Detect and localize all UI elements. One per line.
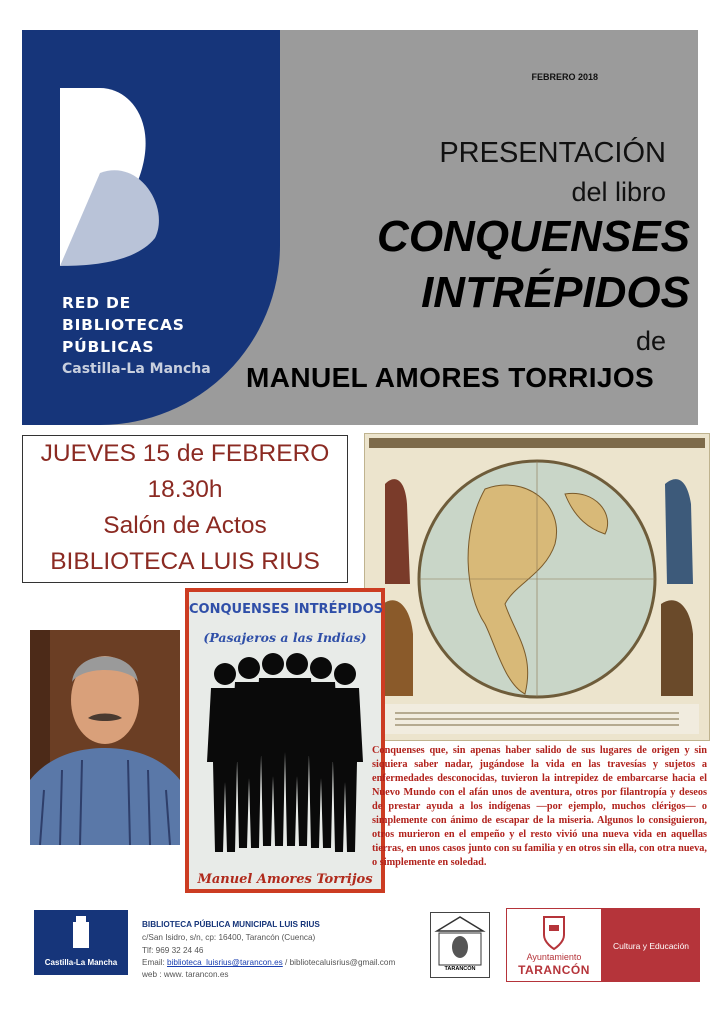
book-cover	[185, 588, 385, 893]
event-day: JUEVES 15 de FEBRERO	[40, 440, 330, 467]
library-web: web : www. tarancon.es	[142, 970, 229, 979]
castilla-la-mancha-label: Castilla-La Mancha	[44, 958, 118, 967]
library-name: BIBLIOTECA PÚBLICA MUNICIPAL LUIS RIUS	[142, 920, 320, 929]
de-text: de	[635, 326, 666, 356]
library-email-link[interactable]: biblioteca_luisrius@tarancon.es	[167, 958, 283, 967]
seal-label: TARANCÓN	[444, 966, 476, 972]
book-cover-author: Manuel Amores Torrijos	[197, 872, 373, 887]
logo-text-line1: RED DE	[62, 294, 132, 312]
coat-of-arms-icon	[34, 910, 128, 958]
book-cover-subtitle: (Pasajeros a las Indias)	[203, 630, 367, 645]
ayuntamiento-label: Ayuntamiento	[526, 952, 582, 962]
old-world-map-image	[364, 433, 710, 741]
email-secondary: / bibliotecaluisrius@gmail.com	[282, 958, 396, 967]
book-title-line2: INTRÉPIDOS	[421, 268, 690, 317]
author-name: MANUEL AMORES TORRIJOS	[246, 362, 655, 393]
tarancon-label: TARANCÓN	[518, 963, 590, 977]
event-info-box	[22, 435, 348, 583]
library-email-line	[142, 958, 395, 967]
poster-date: FEBRERO 2018	[531, 72, 598, 82]
author-photo	[30, 630, 180, 845]
event-room: Salón de Actos	[103, 512, 267, 539]
logo-text-line2: BIBLIOTECAS	[62, 316, 185, 334]
email-prefix: Email:	[142, 958, 168, 967]
tarancon-shield-icon	[507, 909, 601, 953]
library-phone: Tlf: 969 32 24 46	[142, 946, 204, 955]
presentation-heading: PRESENTACIÓN	[439, 137, 666, 169]
library-address: c/San Isidro, s/n, cp: 16400, Tarancón (Cuenca)	[142, 933, 316, 942]
book-cover-title: CONQUENSES INTRÉPIDOS	[189, 602, 384, 617]
logo-text-line3: PÚBLICAS	[62, 338, 155, 356]
silhouettes-image	[197, 652, 373, 862]
del-libro-text: del libro	[571, 177, 666, 207]
logo-text-region: Castilla-La Mancha	[62, 361, 211, 377]
library-logo-icon	[60, 88, 170, 268]
event-time: 18.30h	[147, 476, 223, 503]
culture-label: Cultura y Educación	[612, 941, 690, 951]
book-description: Conquenses que, sin apenas haber salido de sus lugares de origen y sin siquiera saber nadar, jugándose la vida en las travesías y sujetos a enfermedades desconocidas, tuvieron la intrepidez de embarcarse hacia el Nuevo Mundo con el afán unos de aventura, otros por filantropía y deseos de prestar ayuda a los indígenas —por ejemplo, muchos clérigos— o simplemente con ánimo de escapar de la miseria. Algunos lo consiguieron, otros murieron en el empeño y el resto vivió una nueva vida en aquellas tierras, en unos casos junto con su familia y en otros sin ella, con otra nueva, o simplemente en soledad.	[372, 745, 707, 868]
book-title-line1: CONQUENSES	[377, 212, 690, 261]
event-venue: BIBLIOTECA LUIS RIUS	[50, 548, 320, 575]
